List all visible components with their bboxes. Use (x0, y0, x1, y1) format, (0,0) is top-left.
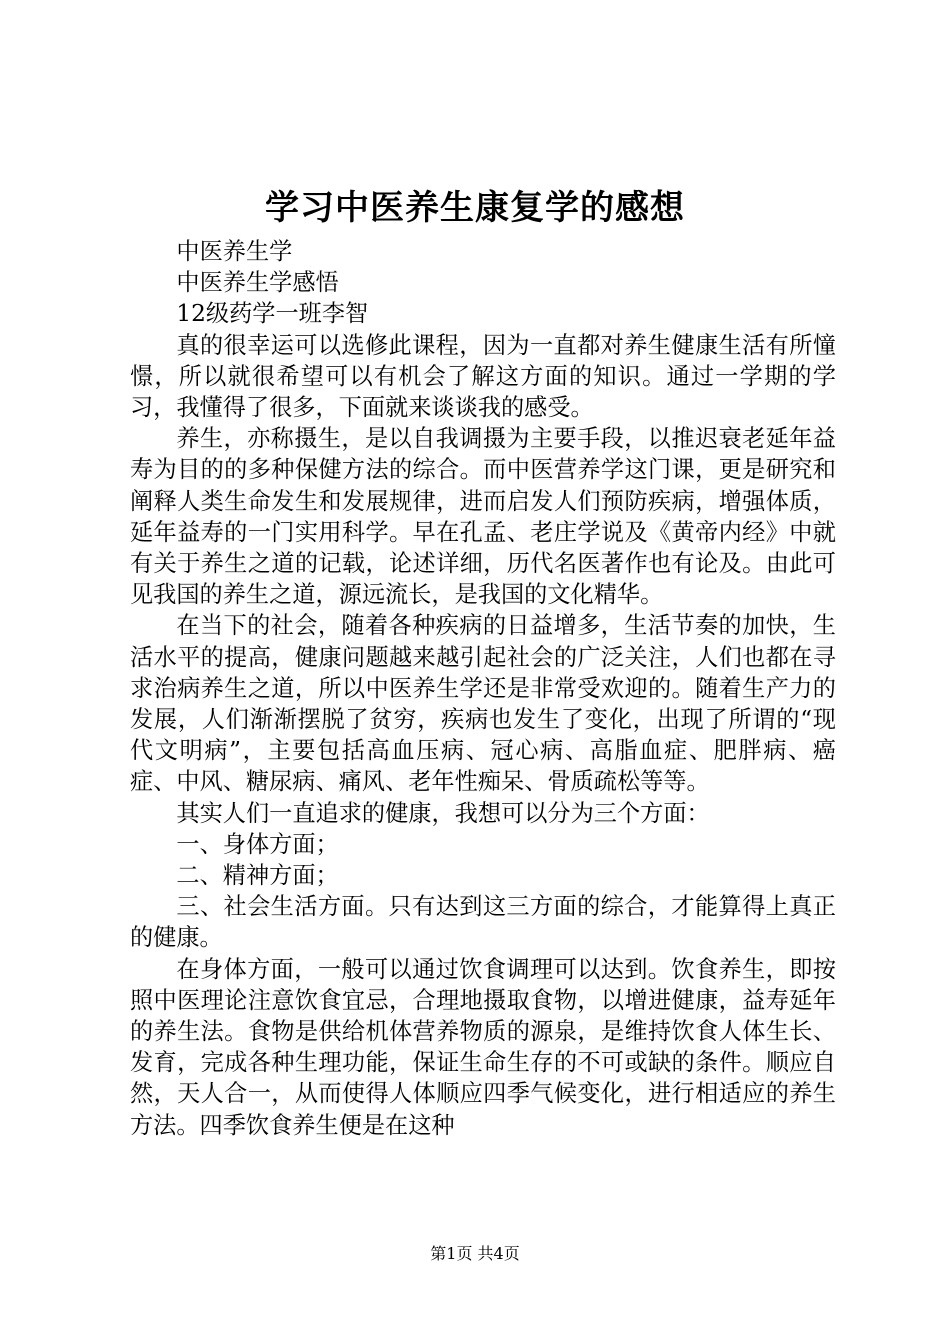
page-footer: 第1页 共4页 (430, 1244, 520, 1263)
paragraph-intro: 真的很幸运可以选修此课程，因为一直都对养生健康生活有所憧憬，所以就很希望可以有机会了解这方面的知识。通过一学期的学习，我懂得了很多，下面就来谈谈我的感受。 (130, 331, 836, 422)
paragraph-aspect-spirit: 二、精神方面； (176, 862, 339, 890)
paragraph-aspect-body: 一、身体方面； (176, 830, 339, 858)
paragraph-definition: 养生，亦称摄生，是以自我调摄为主要手段，以推迟衰老延年益寿为目的的多种保健方法的综合。而中医营养学这门课，更是研究和阐释人类生命发生和发展规律，进而启发人们预防疾病，增强体质，延年益寿的一门实用科学。早在孔孟、老庄学说及《黄帝内经》中就有关于养生之道的记载，论述详细，历代名医著作也有论及。由此可见我国的养生之道，源远流长，是我国的文化精华。 (130, 425, 836, 609)
paragraph-subtitle-2: 中医养生学感悟 (176, 269, 339, 297)
paragraph-aspect-social: 三、社会生活方面。只有达到这三方面的综合，才能算得上真正的健康。 (130, 893, 836, 952)
paragraph-diet: 在身体方面，一般可以通过饮食调理可以达到。饮食养生，即按照中医理论注意饮食宜忌，合理地摄取食物，以增进健康，益寿延年的养生法。食物是供给机体营养物质的源泉，是维持饮食人体生长、发育，完成各种生理功能，保证生命生存的不可或缺的条件。顺应自然，天人合一，从而使得人体顺应四季气候变化，进行相适应的养生方法。四季饮食养生便是在这种 (130, 955, 836, 1139)
document-body (130, 236, 836, 1141)
paragraph-author: 12级药学一班李智 (176, 300, 369, 328)
paragraph-three-aspects: 其实人们一直追求的健康，我想可以分为三个方面： (176, 799, 710, 827)
paragraph-subtitle-1: 中医养生学 (176, 238, 293, 265)
paragraph-society: 在当下的社会，随着各种疾病的日益增多，生活节奏的加快，生活水平的提高，健康问题越来越引起社会的广泛关注，人们也都在寻求治病养生之道，所以中医养生学还是非常受欢迎的。随着生产力的发展，人们渐渐摆脱了贫穷，疾病也发生了变化，出现了所谓的“现代文明病”，主要包括高血压病、冠心病、高脂血症、肥胖病、癌症、中风、糖尿病、痛风、老年性痴呆、骨质疏松等等。 (130, 612, 836, 796)
document-title: 学习中医养生康复学的感想 (265, 188, 685, 228)
